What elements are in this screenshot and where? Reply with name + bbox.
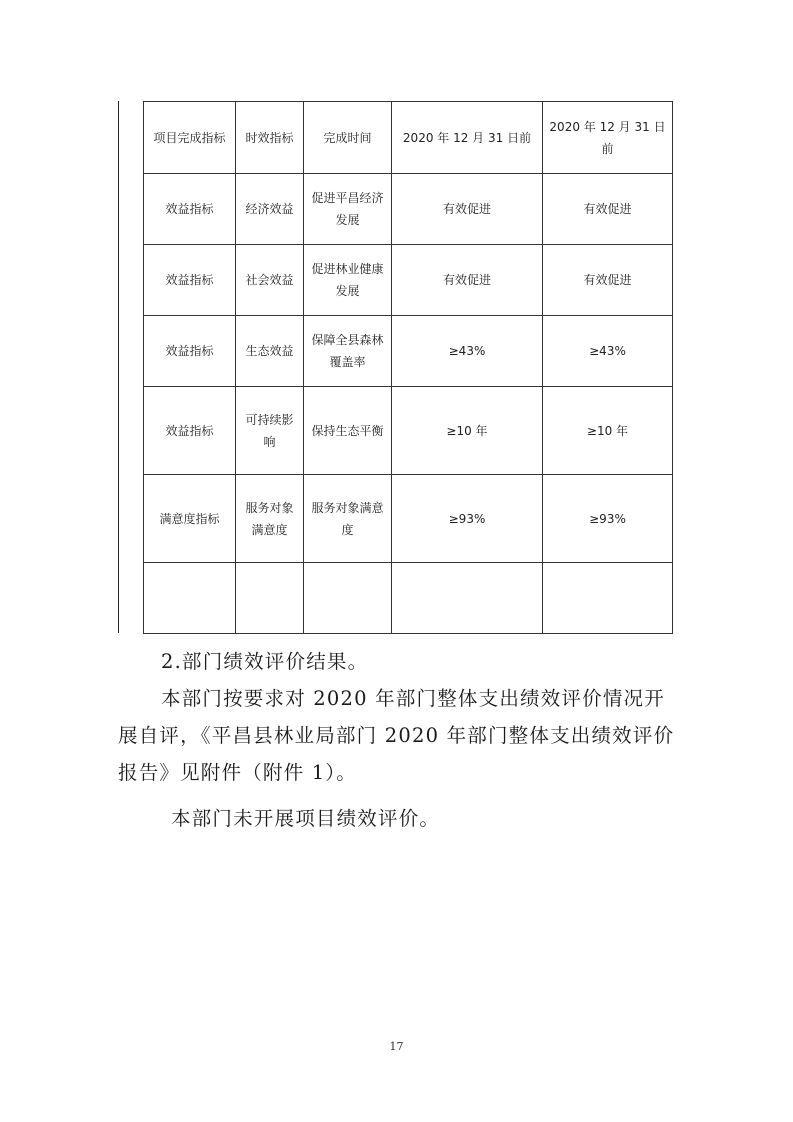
table-cell: 社会效益 (236, 245, 304, 316)
table-cell: 效益指标 (144, 245, 236, 316)
table-cell: 满意度指标 (144, 475, 236, 563)
table-cell: 保障全县森林覆盖率 (304, 316, 392, 387)
table-cell: ≥93% (543, 475, 673, 563)
table-cell: 项目完成指标 (144, 102, 236, 174)
table-cell: 促进林业健康发展 (304, 245, 392, 316)
table-cell (236, 563, 304, 634)
table-cell: 效益指标 (144, 316, 236, 387)
table-cell (543, 563, 673, 634)
table-cell: 服务对象满意度 (304, 475, 392, 563)
table-cell: 服务对象满意度 (236, 475, 304, 563)
performance-indicator-table (143, 101, 673, 634)
table-cell: 有效促进 (543, 245, 673, 316)
table-row (144, 316, 673, 387)
table-cell: 有效促进 (392, 245, 543, 316)
body-paragraph-2: 本部门未开展项目绩效评价。 (171, 807, 441, 830)
table-row-empty (144, 563, 673, 634)
table-cell: 有效促进 (543, 174, 673, 245)
table-cell: ≥43% (543, 316, 673, 387)
body-paragraph: 本部门按要求对 2020 年部门整体支出绩效评价情况开展自评，《平昌县林业局部门 2020 年部门整体支出绩效评价报告》见附件（附件 1）。 (118, 687, 675, 784)
table-cell: 有效促进 (392, 174, 543, 245)
table-cell: 可持续影响 (236, 387, 304, 475)
page-number: 17 (389, 1040, 404, 1053)
table-cell: 保持生态平衡 (304, 387, 392, 475)
table-row (144, 387, 673, 475)
table-cell: 效益指标 (144, 387, 236, 475)
table-cell: 时效指标 (236, 102, 304, 174)
table-cell: 效益指标 (144, 174, 236, 245)
table-cell (304, 563, 392, 634)
table-cell: ≥93% (392, 475, 543, 563)
table-row (144, 174, 673, 245)
table-cell (144, 563, 236, 634)
table-row (144, 245, 673, 316)
left-border-rule (118, 101, 119, 633)
table-cell: 促进平昌经济发展 (304, 174, 392, 245)
section-heading: 2.部门绩效评价结果。 (161, 650, 369, 673)
table-cell: ≥10 年 (543, 387, 673, 475)
table-cell: 生态效益 (236, 316, 304, 387)
table-row (144, 102, 673, 174)
table-cell: 经济效益 (236, 174, 304, 245)
table-cell: 2020 年 12 月 31 日前 (392, 102, 543, 174)
table-cell: ≥10 年 (392, 387, 543, 475)
table-cell: ≥43% (392, 316, 543, 387)
table-cell (392, 563, 543, 634)
table-cell: 2020 年 12 月 31 日前 (543, 102, 673, 174)
table-cell: 完成时间 (304, 102, 392, 174)
table-row (144, 475, 673, 563)
